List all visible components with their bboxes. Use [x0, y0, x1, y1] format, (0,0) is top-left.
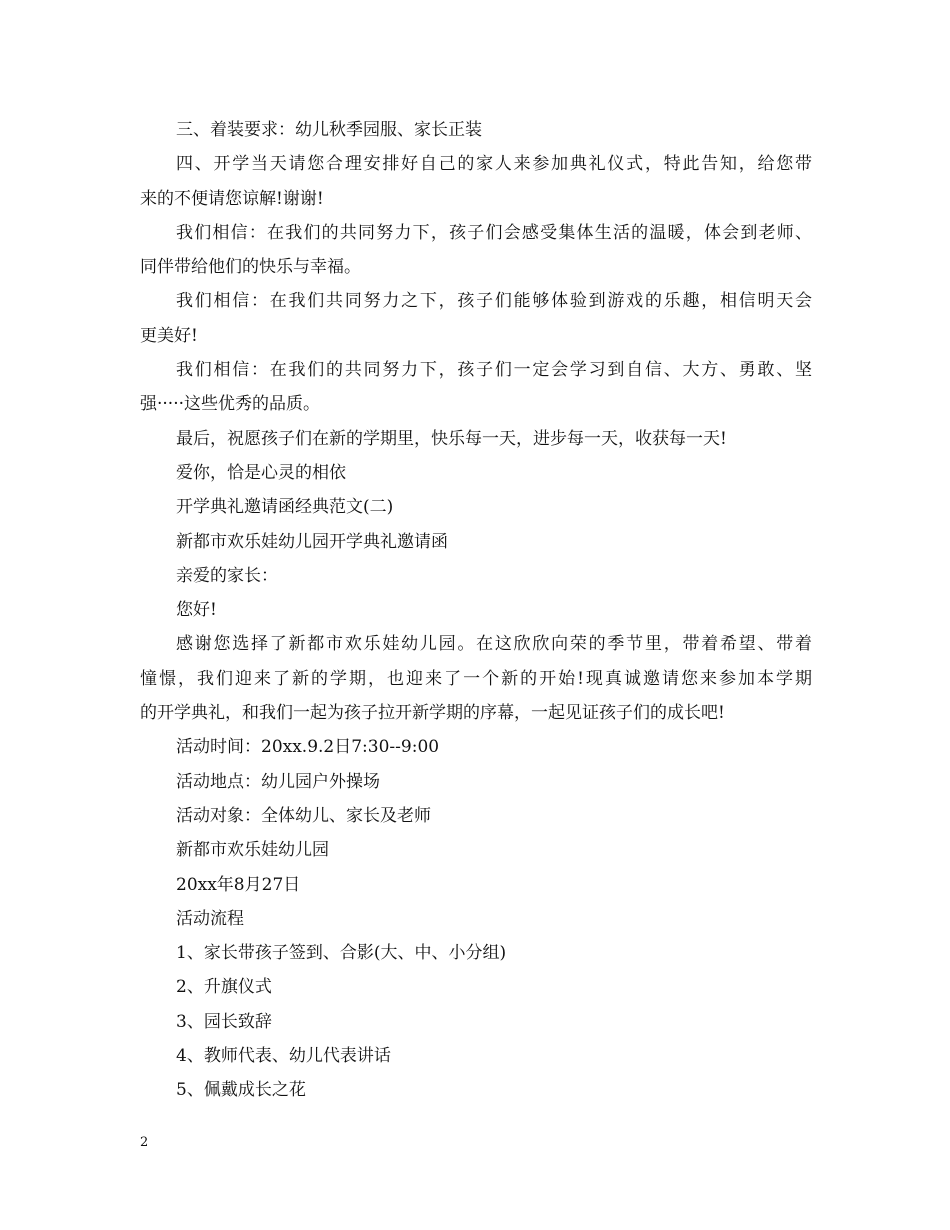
- paragraph-line: 感谢您选择了新都市欢乐娃幼儿园。在这欣欣向荣的季节里，带着希望、带着: [176, 634, 812, 655]
- document-body: [140, 113, 812, 1108]
- paragraph-line: 我们相信：在我们的共同努力下，孩子们一定会学习到自信、大方、勇敢、坚: [176, 360, 812, 381]
- schedule-item: 5、佩戴成长之花: [176, 1080, 306, 1101]
- paragraph-line: 更美好!: [140, 325, 198, 346]
- document-date: 20xx年8月27日: [176, 874, 301, 895]
- section-title: 开学典礼邀请函经典范文(二): [176, 497, 394, 518]
- paragraph-line: 憧憬，我们迎来了新的学期，也迎来了一个新的开始!现真诚邀请您来参加本学期: [140, 668, 812, 689]
- schedule-heading: 活动流程: [176, 908, 244, 929]
- schedule-item: 4、教师代表、幼儿代表讲话: [176, 1046, 391, 1067]
- paragraph-line: 强·····这些优秀的品质。: [140, 394, 321, 415]
- schedule-item: 1、家长带孩子签到、合影(大、中、小分组): [176, 943, 507, 964]
- paragraph-line: 来的不便请您谅解!谢谢!: [140, 188, 324, 209]
- paragraph-line: 我们相信：在我们的共同努力下，孩子们会感受集体生活的温暖，体会到老师、: [176, 222, 812, 243]
- paragraph-line: 四、开学当天请您合理安排好自己的家人来参加典礼仪式，特此告知，给您带: [176, 154, 812, 175]
- event-audience: 活动对象：全体幼儿、家长及老师: [176, 805, 431, 826]
- paragraph-line: 的开学典礼，和我们一起为孩子拉开新学期的序幕，一起见证孩子们的成长吧!: [140, 703, 725, 724]
- greeting: 您好!: [176, 600, 217, 621]
- dress-code-line: 三、着装要求：幼儿秋季园服、家长正装: [176, 120, 482, 140]
- paragraph-line: 爱你，恰是心灵的相依: [176, 462, 346, 483]
- event-location: 活动地点：幼儿园户外操场: [176, 771, 380, 792]
- paragraph-line: 同伴带给他们的快乐与幸福。: [140, 257, 361, 278]
- event-time: 活动时间：20xx.9.2日7:30--9:00: [176, 737, 440, 758]
- invitation-title: 新都市欢乐娃幼儿园开学典礼邀请函: [176, 531, 448, 552]
- organizer-name: 新都市欢乐娃幼儿园: [176, 840, 329, 861]
- schedule-item: 3、园长致辞: [176, 1011, 272, 1032]
- page-number: 2: [140, 1135, 149, 1150]
- salutation: 亲爱的家长：: [176, 565, 278, 586]
- paragraph-line: 我们相信：在我们共同努力之下，孩子们能够体验到游戏的乐趣，相信明天会: [176, 291, 812, 312]
- closing-wish-line: 最后，祝愿孩子们在新的学期里，快乐每一天，进步每一天，收获每一天!: [176, 428, 727, 449]
- schedule-item: 2、升旗仪式: [176, 977, 272, 998]
